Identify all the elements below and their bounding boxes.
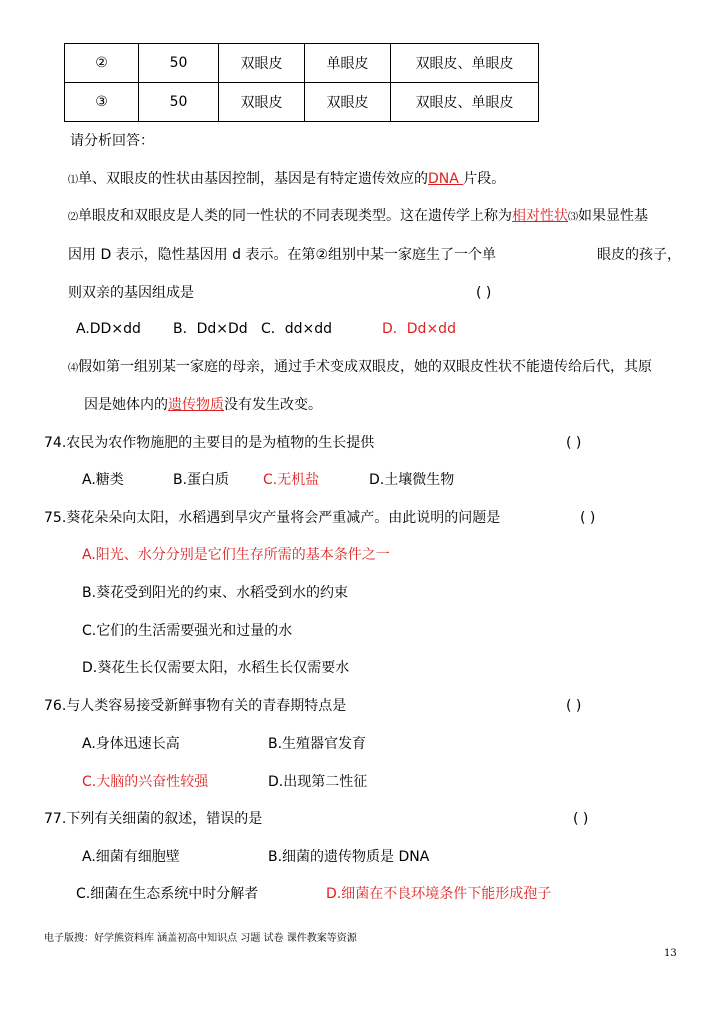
q4-answer: 遗传物质 bbox=[168, 397, 224, 413]
q1-number: ⑴ bbox=[68, 175, 78, 186]
q77-stem: 77.下列有关细菌的叙述，错误的是 bbox=[44, 811, 263, 827]
q4-line2 bbox=[84, 395, 322, 415]
q1-text-end: 片段。 bbox=[463, 171, 506, 187]
q3-answer-paren: ( ) bbox=[476, 285, 492, 301]
q2-number: ⑵ bbox=[68, 212, 78, 223]
q76-option-c-answer: C.大脑的兴奋性较强 bbox=[82, 774, 209, 790]
q2-text: 单眼皮和双眼皮是人类的同一性状的不同表现类型。这在遗传学上称为 bbox=[78, 208, 512, 224]
q1-answer: DNA bbox=[428, 171, 464, 187]
q4-text-after: 没有发生改变。 bbox=[224, 397, 322, 413]
instruction-text: 请分析回答： bbox=[70, 133, 154, 149]
table-row bbox=[65, 83, 539, 122]
q3-option-d-answer: D．Dd×dd bbox=[382, 321, 456, 337]
q3-number: ⑶ bbox=[568, 212, 578, 223]
q75-option-d: D.葵花生长仅需要太阳，水稻生长仅需要水 bbox=[82, 660, 350, 676]
q4-text-before: 因是她体内的 bbox=[84, 397, 168, 413]
q74-option-b: B.蛋白质 bbox=[173, 472, 230, 488]
q3-option-b: B．Dd×Dd bbox=[173, 321, 248, 337]
table-cell: ③ bbox=[65, 83, 139, 122]
q76-option-d: D.出现第二性征 bbox=[268, 774, 368, 790]
q3-text-start: 如果显性基 bbox=[578, 208, 648, 224]
q76-option-a: A.身体迅速长高 bbox=[82, 736, 180, 752]
q74-option-d: D.土壤微生物 bbox=[369, 472, 455, 488]
q76-paren: ( ) bbox=[566, 698, 582, 714]
q1-text: 单、双眼皮的性状由基因控制，基因是有特定遗传效应的 bbox=[78, 171, 428, 187]
genotype-table bbox=[64, 43, 539, 122]
q3-line2-left: 因用 D 表示，隐性基因用 d 表示。在第②组别中某一家庭生了一个单 bbox=[68, 247, 497, 263]
table-row bbox=[65, 44, 539, 83]
q75-option-c: C.它们的生活需要强光和过量的水 bbox=[82, 623, 293, 639]
q74-option-a: A.糖类 bbox=[82, 472, 124, 488]
q4-line1 bbox=[68, 357, 652, 379]
q75-option-a-answer: A.阳光、水分分别是它们生存所需的基本条件之一 bbox=[82, 547, 390, 563]
page-number: 13 bbox=[664, 948, 677, 959]
table-cell: 50 bbox=[139, 83, 219, 122]
q3-option-c: C．dd×dd bbox=[261, 321, 333, 337]
q74-paren: ( ) bbox=[566, 435, 582, 451]
q77-option-a: A.细菌有细胞壁 bbox=[82, 849, 180, 865]
q74-stem: 74.农民为农作物施肥的主要目的是为植物的生长提供 bbox=[44, 435, 375, 451]
q74-option-c-answer: C.无机盐 bbox=[263, 472, 320, 488]
q4-text: 假如第一组别某一家庭的母亲，通过手术变成双眼皮，她的双眼皮性状不能遗传给后代，其原 bbox=[78, 359, 652, 375]
q77-option-d-answer: D.细菌在不良环境条件下能形成孢子 bbox=[326, 886, 552, 902]
q75-stem: 75.葵花朵朵向太阳，水稻遇到旱灾产量将会严重减产。由此说明的问题是 bbox=[44, 510, 501, 526]
q76-stem: 76.与人类容易接受新鲜事物有关的青春期特点是 bbox=[44, 698, 347, 714]
table-cell: 双眼皮 bbox=[305, 83, 391, 122]
table-cell: 双眼皮 bbox=[219, 83, 305, 122]
q3-option-a: A.DD×dd bbox=[76, 321, 141, 337]
table-cell: ② bbox=[65, 44, 139, 83]
q4-number: ⑷ bbox=[68, 363, 78, 374]
table-cell: 50 bbox=[139, 44, 219, 83]
table-cell: 单眼皮 bbox=[305, 44, 391, 83]
q75-paren: ( ) bbox=[580, 510, 596, 526]
footer-source: 电子版搜：好学熊资料库 涵盖初高中知识点 习题 试卷 课件教案等资源 bbox=[44, 933, 357, 944]
table-cell: 双眼皮、单眼皮 bbox=[391, 83, 539, 122]
table-cell: 双眼皮、单眼皮 bbox=[391, 44, 539, 83]
q75-option-b: B.葵花受到阳光的约束、水稻受到水的约束 bbox=[82, 585, 349, 601]
q3-line3: 则双亲的基因组成是 bbox=[68, 285, 194, 301]
q77-option-c: C.细菌在生态系统中时分解者 bbox=[76, 886, 259, 902]
table-cell: 双眼皮 bbox=[219, 44, 305, 83]
q2-line bbox=[68, 206, 648, 228]
q76-option-b: B.生殖器官发育 bbox=[268, 736, 367, 752]
q2-answer: 相对性状 bbox=[512, 208, 568, 224]
q77-option-b: B.细菌的遗传物质是 DNA bbox=[268, 849, 430, 865]
q1-line bbox=[68, 169, 505, 191]
q3-line2-right: 眼皮的孩子， bbox=[597, 247, 681, 263]
q77-paren: ( ) bbox=[573, 811, 589, 827]
